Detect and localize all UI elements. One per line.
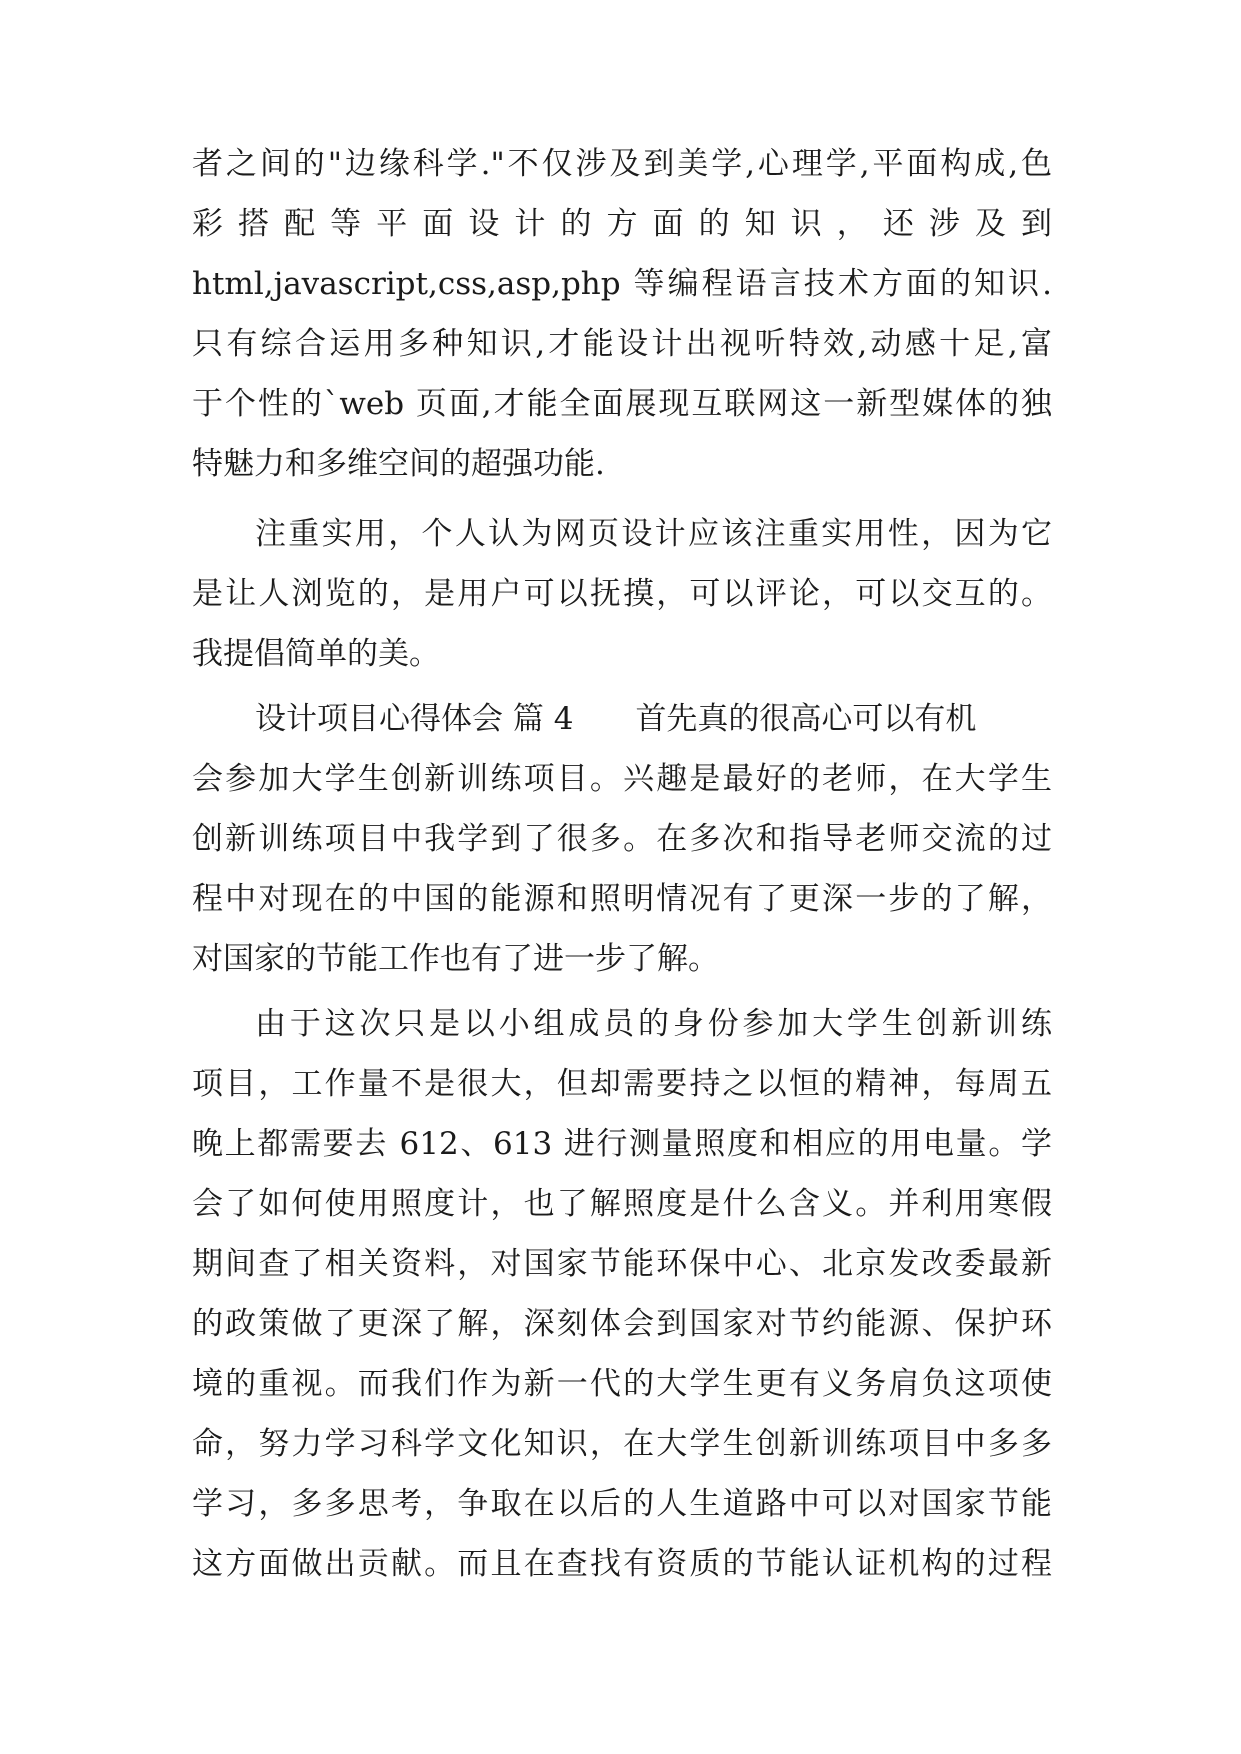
text-line: 这方面做出贡献。而且在查找有资质的节能认证机构的过程 <box>192 1546 1052 1582</box>
text-line: 会参加大学生创新训练项目。兴趣是最好的老师，在大学生 <box>192 761 1052 797</box>
text-line: 命，努力学习科学文化知识，在大学生创新训练项目中多多 <box>192 1426 1052 1462</box>
section-heading-line <box>255 699 1052 739</box>
paragraph-first-line: 由于这次只是以小组成员的身份参加大学生创新训练 <box>255 1006 1052 1042</box>
text-line: 程中对现在的中国的能源和照明情况有了更深一步的了解， <box>192 881 1052 917</box>
paragraph-first-line: 注重实用，个人认为网页设计应该注重实用性，因为它 <box>255 516 1052 552</box>
text-line: 项目，工作量不是很大，但却需要持之以恒的精神，每周五 <box>192 1066 1052 1102</box>
text-line: 学习，多多思考，争取在以后的人生道路中可以对国家节能 <box>192 1486 1052 1522</box>
text-line: 特魅力和多维空间的超强功能. <box>192 446 605 482</box>
text-line: 我提倡简单的美。 <box>192 636 440 672</box>
text-line: html,javascript,css,asp,php 等编程语言技术方面的知识. <box>192 266 1052 302</box>
paragraph-start: 首先真的很高心可以有机 <box>635 701 977 737</box>
text-line: 彩 搭 配 等 平 面 设 计 的 方 面 的 知 识 ， 还 涉 及 到 <box>192 206 1052 242</box>
text-line: 期间查了相关资料，对国家节能环保中心、北京发改委最新 <box>192 1246 1052 1282</box>
text-line: 会了如何使用照度计，也了解照度是什么含义。并利用寒假 <box>192 1186 1052 1222</box>
text-line: 境的重视。而我们作为新一代的大学生更有义务肩负这项使 <box>192 1366 1052 1402</box>
text-line: 晚上都需要去 612、613 进行测量照度和相应的用电量。学 <box>192 1126 1052 1162</box>
text-line: 创新训练项目中我学到了很多。在多次和指导老师交流的过 <box>192 821 1052 857</box>
text-line: 的政策做了更深了解，深刻体会到国家对节约能源、保护环 <box>192 1306 1052 1342</box>
text-line: 于个性的`web 页面,才能全面展现互联网这一新型媒体的独 <box>192 386 1052 422</box>
text-line: 是让人浏览的，是用户可以抚摸，可以评论，可以交互的。 <box>192 576 1052 612</box>
text-line: 对国家的节能工作也有了进一步了解。 <box>192 941 719 977</box>
text-line: 者之间的"边缘科学."不仅涉及到美学,心理学,平面构成,色 <box>192 146 1052 182</box>
text-line: 只有综合运用多种知识,才能设计出视听特效,动感十足,富 <box>192 326 1052 362</box>
section-heading: 设计项目心得体会 篇 4 <box>255 701 574 737</box>
